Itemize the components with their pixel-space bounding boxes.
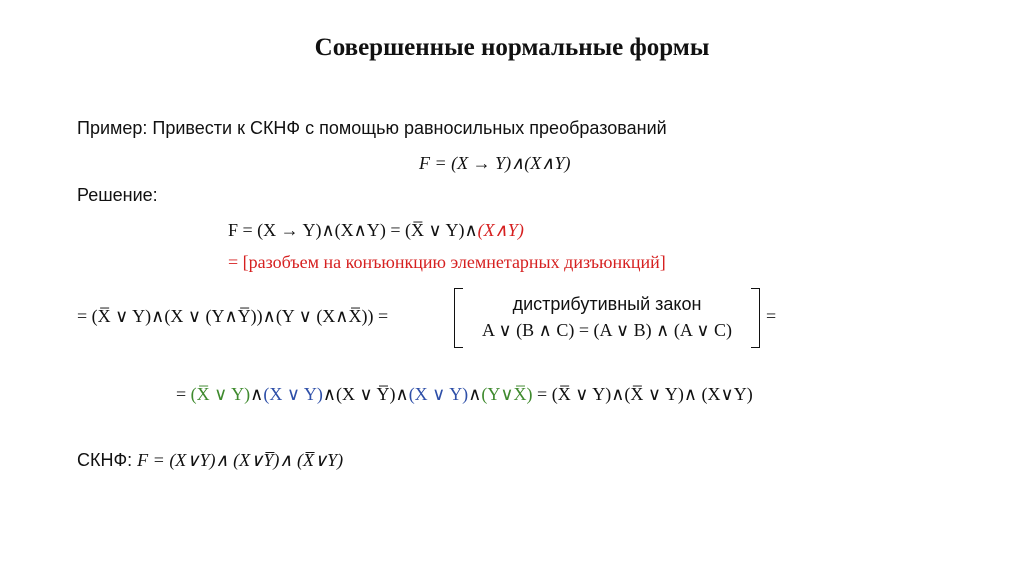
step-3-left: = (X̅ ∨ Y)∧(X ∨ (Y∧Y̅))∧(Y ∨ (X∧X̅)) = [77,306,389,326]
distributive-law-bracket [452,288,762,350]
sknf-label: СКНФ: [77,450,138,470]
step-4 [176,384,753,405]
right-bracket [751,288,760,348]
step-1-highlight: (X∧Y) [477,220,524,240]
step-4-result: = (X̅ ∨ Y)∧(X̅ ∨ Y)∧ (X∨Y) [532,384,753,404]
step-1 [228,220,524,241]
step-4-green-1: (X̅ ∨ Y) [190,384,251,404]
sknf-formula: F = (X∨Y)∧ (X∨Y̅)∧ (X̅∨Y) [137,450,344,470]
step-4-blue-1: (X ∨ Y) [263,384,323,404]
step-2-note: = [разобъем на конъюнкцию элемнетарных дизъюнкций] [228,252,666,272]
bracket-title: дистрибутивный закон [512,294,702,314]
step-3-right: = [766,306,777,326]
sknf-result [77,450,343,471]
given-formula: F = (X → Y)∧(X∧Y) [419,153,571,173]
bracket-formula: A ∨ (B ∧ C) = (A ∨ B) ∧ (A ∨ C) [481,320,733,340]
step-4-green-2: (Y∨X̅) [481,384,533,404]
step-4-and-2: ∧(X ∨ Y̅)∧ [322,384,409,404]
example-text: Пример: Привести к СКНФ с помощью равносильных преобразований [77,118,667,138]
solution-label: Решение: [77,185,158,205]
step-4-prefix: = [176,384,191,404]
step-4-and-1: ∧ [250,384,264,404]
step-4-and-3: ∧ [468,384,482,404]
slide-title: Совершенные нормальные формы [314,34,710,61]
step-4-blue-2: (X ∨ Y) [408,384,469,404]
step-1-main: F = (X → Y)∧(X∧Y) = (X̅ ∨ Y)∧ [228,220,478,240]
